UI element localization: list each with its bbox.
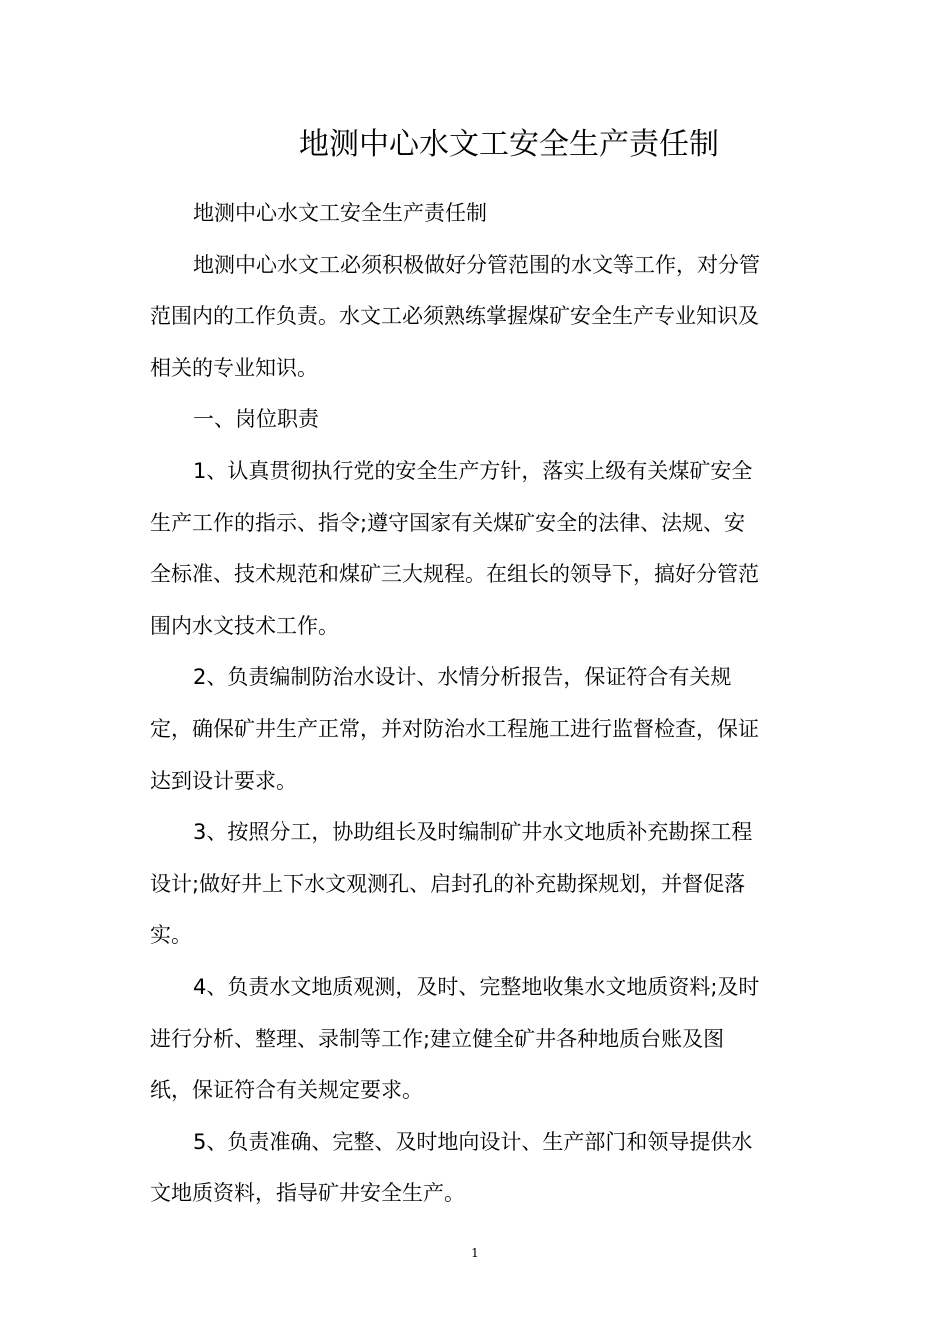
text-line: 3、按照分工，协助组长及时编制矿井水文地质补充勘探工程 xyxy=(193,820,753,845)
text-line: 定，确保矿井生产正常，并对防治水工程施工进行监督检查，保证 xyxy=(150,716,759,741)
list-item-3 xyxy=(150,807,800,962)
list-item-1 xyxy=(150,446,800,652)
text-line: 4、负责水文地质观测，及时、完整地收集水文地质资料;及时 xyxy=(193,974,760,999)
text-line: 生产工作的指示、指令;遵守国家有关煤矿安全的法律、法规、安 xyxy=(150,510,746,535)
text-line: 地测中心水文工必须积极做好分管范围的水文等工作，对分管 xyxy=(193,252,760,277)
text-line: 全标准、技术规范和煤矿三大规程。在组长的领导下，搞好分管范 xyxy=(150,562,759,587)
document-body xyxy=(150,188,800,1220)
paragraph-subtitle xyxy=(150,188,800,240)
text-line: 设计;做好井上下水文观测孔、启封孔的补充勘探规划，并督促落 xyxy=(150,871,746,896)
text-line: 纸，保证符合有关规定要求。 xyxy=(150,1078,423,1103)
list-item-5 xyxy=(150,1117,800,1220)
text-line: 进行分析、整理、录制等工作;建立健全矿井各种地质台账及图 xyxy=(150,1026,725,1051)
paragraph-intro xyxy=(150,240,800,395)
text-line: 达到设计要求。 xyxy=(150,768,297,793)
list-item-4 xyxy=(150,962,800,1117)
text-line: 5、负责准确、完整、及时地向设计、生产部门和领导提供水 xyxy=(193,1129,753,1154)
text-line: 相关的专业知识。 xyxy=(150,355,318,380)
text-line: 围内水文技术工作。 xyxy=(150,613,339,638)
document-title: 地测中心水文工安全生产责任制 xyxy=(299,127,719,162)
text-line: 实。 xyxy=(150,923,192,948)
text-line: 文地质资料，指导矿井安全生产。 xyxy=(150,1181,465,1206)
text-line: 地测中心水文工安全生产责任制 xyxy=(193,201,487,225)
page-number: 1 xyxy=(471,1246,479,1260)
text-line: 1、认真贯彻执行党的安全生产方针，落实上级有关煤矿安全 xyxy=(193,458,753,483)
text-line: 2、负责编制防治水设计、水情分析报告，保证符合有关规 xyxy=(193,665,732,690)
section-heading xyxy=(150,394,800,446)
list-item-2 xyxy=(150,652,800,807)
text-line: 范围内的工作负责。水文工必须熟练掌握煤矿安全生产专业知识及 xyxy=(150,304,759,329)
text-line: 一、岗位职责 xyxy=(193,407,319,432)
